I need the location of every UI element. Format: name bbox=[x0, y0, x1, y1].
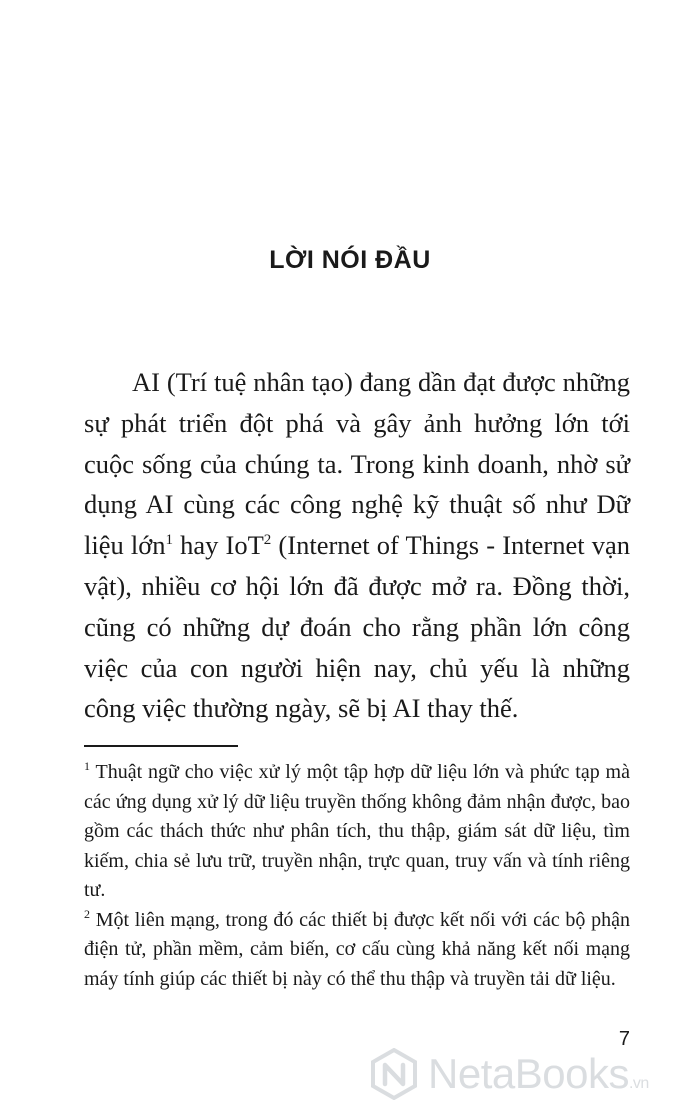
body-paragraph bbox=[84, 362, 630, 729]
footnote-ref-2: 2 bbox=[263, 532, 272, 549]
watermark-tld: .vn bbox=[628, 1075, 649, 1092]
footnote-1 bbox=[84, 758, 630, 906]
body-text-part-2: hay IoT bbox=[173, 530, 264, 561]
footnote-marker-2: 2 bbox=[84, 906, 90, 921]
footnotes bbox=[84, 758, 630, 994]
footnote-ref-1: 1 bbox=[165, 532, 173, 549]
footnote-marker-1: 1 bbox=[84, 759, 90, 773]
watermark bbox=[368, 1048, 649, 1100]
body-text-part-3: (Internet of Things - Internet vạn vật), nhiều cơ hội lớn đã được mở ra. Đồng thời, cũng có những dự đoán cho rằng phần lớn công việc của con người hiện nay, chủ yếu là những công việc thường ngày, sẽ bị AI thay thế. bbox=[84, 530, 630, 724]
footnote-text-2: Một liên mạng, trong đó các thiết bị được kết nối với các bộ phận điện tử, phần mềm, cảm biến, cơ cấu cùng khả năng kết nối mạng máy tính giúp các thiết bị này có thể thu thập và truyền tải dữ liệu. bbox=[84, 908, 630, 990]
chapter-title: LỜI NÓI ĐẦU bbox=[269, 246, 431, 274]
watermark-brand: NetaBooks bbox=[428, 1050, 629, 1097]
footnote-text-1: Thuật ngữ cho việc xử lý một tập hợp dữ liệu lớn và phức tạp mà các ứng dụng xử lý dữ liệu truyền thống không đảm nhận được, bao gồm các thách thức như phân tích, thu thập, giám sát dữ liệu, tìm kiếm, chia sẻ lưu trữ, truyền nhận, trực quan, truy vấn và tính riêng tư. bbox=[84, 761, 630, 901]
footnote-divider bbox=[84, 745, 238, 747]
footnote-2 bbox=[84, 906, 630, 995]
watermark-text bbox=[428, 1050, 649, 1098]
netabooks-logo-icon bbox=[368, 1048, 420, 1100]
page-number: 7 bbox=[618, 1028, 630, 1050]
body-text-part-1: AI (Trí tuệ nhân tạo) đang dần đạt được những sự phát triển đột phá và gây ảnh hưởng lớn tới cuộc sống của chúng ta. Trong kinh doanh, nhờ sử dụng AI cùng các công nghệ kỹ thuật số như Dữ liệu lớn bbox=[84, 367, 630, 561]
